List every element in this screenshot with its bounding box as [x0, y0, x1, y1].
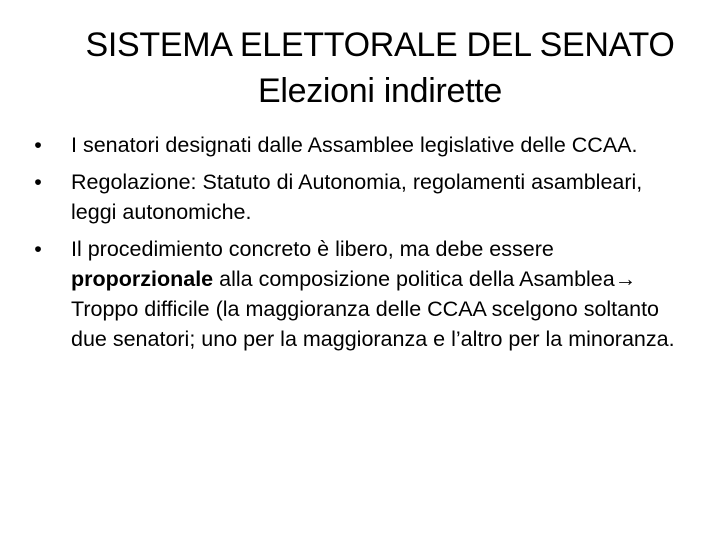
- title-line-2: Elezioni indirette: [257, 72, 503, 110]
- bullet-text-2: Regolazione: Statuto di Autonomia, regolamenti asambleari, leggi autonomiche.: [71, 170, 643, 224]
- bullet-item-2: [28, 167, 688, 227]
- bullet-text-3-bold: proporzionale: [71, 267, 214, 291]
- bullet-item-1: [28, 130, 688, 160]
- bullet-text-3-start: Il procedimiento concreto è libero, ma debe essere: [71, 237, 554, 261]
- bullet-marker: •: [34, 237, 42, 261]
- bullet-item-3: [28, 234, 688, 354]
- bullet-marker: •: [34, 133, 42, 157]
- bullet-list: [28, 130, 688, 361]
- slide-title: [40, 22, 720, 114]
- bullet-text-3-end: alla composizione politica della Asamblea→ Troppo difficile (la maggioranza delle CCAA scelgono soltanto due senatori; uno per la maggioranza e l’altro per la minoranza.: [71, 267, 675, 351]
- bullet-text-1: I senatori designati dalle Assamblee legislative delle CCAA.: [71, 133, 638, 157]
- bullet-marker: •: [34, 170, 42, 194]
- title-line-1: SISTEMA ELETTORALE DEL SENATO: [85, 26, 675, 64]
